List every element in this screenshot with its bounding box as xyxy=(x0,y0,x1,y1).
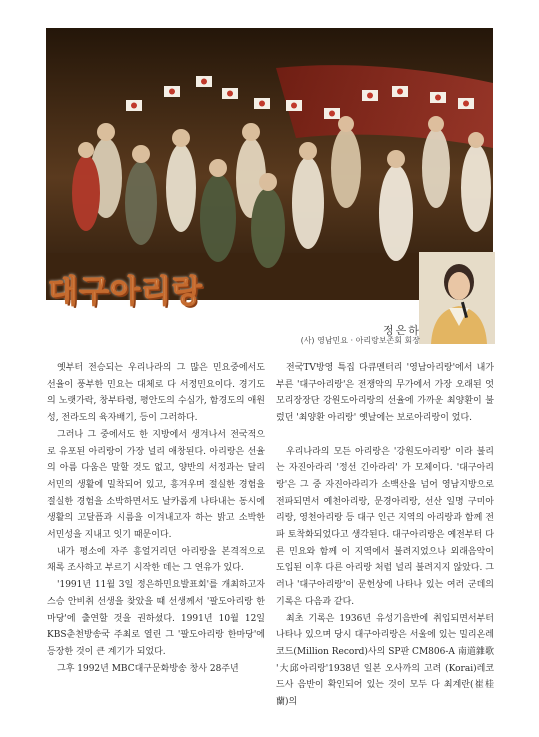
paragraph: '1991년 11월 3일 정은하민요발표회'를 개최하고자 스승 안비취 선생을 찾았을 때 선생께서 '팔도아리랑 한마당'에 출연할 것을 권하셨다. 1991년 10월 12일 KBS춘천방송국 주최로 열린 그 '팔도아리랑 한마당'에 등장한 것이 큰 계기가 되었다. xyxy=(47,580,265,657)
author-name: 정은하 xyxy=(383,324,421,337)
right-column xyxy=(276,360,494,711)
paragraph: 그러나 그 중에서도 한 지방에서 생겨나서 전국적으로 유포된 아리랑이 가장 널리 애창된다. 아리랑은 선율의 아름 다움은 말할 것도 없고, 양반의 서정과는 달리 서민의 생활에 밀착되어 있고, 흥겨우며 절실한 경험을 절실한 경험을 소박하면서도 날카롭게 나타내는 동시에 생활의 고달픔과 시름을 이겨내고자 하는 밝고 소박한 서민성을 지내고 잇기 때문이다. xyxy=(47,429,265,541)
paragraph: 내가 평소에 자주 흥얼거리던 아리랑을 본격적으로 채록 조사하고 부르기 시작한 데는 그 연유가 있다. xyxy=(47,546,265,574)
article-title: 대구아리랑 xyxy=(48,274,203,310)
paragraph: 최초 기록은 1936년 유성기음반에 취입되면서부터 나타나 있으며 당시 대구아리랑은 서울에 있는 밀리온레코드(Million Record)사의 SP판 CM806-A 南道雜歌 '大邱아리랑'1938년 일본 오사까의 고려 (Korai)레코드사 음반이 확인되어 있는 것이 모두 다 최계란(崔桂蘭)의 xyxy=(276,613,494,708)
paragraph: 전국TV방영 특집 다큐멘터리 '영남아리랑'에서 내가 부른 '대구아리랑'은 전쟁악의 무가에서 가장 오래된 엇모리장장단 강원도아리랑의 선율에 가까운 최양환이 불렀던 '최양환 아리랑' 옛날에는 보로아리랑이 었다. xyxy=(276,363,494,424)
paragraph: 그후 1992년 MBC대구문화방송 창사 28주년 xyxy=(57,663,239,674)
left-column xyxy=(47,360,265,677)
author-affiliation: (사) 영남민요 · 아리랑보존회 회장 xyxy=(300,336,420,345)
paragraph: 옛부터 전승되는 우리나라의 그 많은 민요중에서도 선율이 풍부한 민요는 대체로 다 서정민요이다. 경기도의 노랫가락, 창부타령, 평안도의 수심가, 함경도의 애원성, 전라도의 육자배기, 등이 그러하다. xyxy=(47,363,265,424)
paragraph: 우리나라의 모든 아리랑은 '강원도아리랑' 이라 불리는 자진아라리 '정선 긴아라리' 가 모체이다. '대구아리랑'은 그 중 자진아라리가 소백산을 넘어 영남지방으로 전파되면서 예천아리랑, 문경아리랑, 선산 일명 구미아리랑, 영천아리랑 등 대구 인근 지역의 아리랑과 함께 전파 토착화되었다고 생각된다. 대구아리랑은 예전부터 다른 민요와 함께 이 지역에서 불려지었으나 외래음악이 도입된 이후 다른 아리랑 처럼 널리 불려지지 않았다. 그러나 '대구아리랑'이 문헌상에 나타나 있는 여러 군데의 기록은 다음과 같다. xyxy=(276,446,494,607)
